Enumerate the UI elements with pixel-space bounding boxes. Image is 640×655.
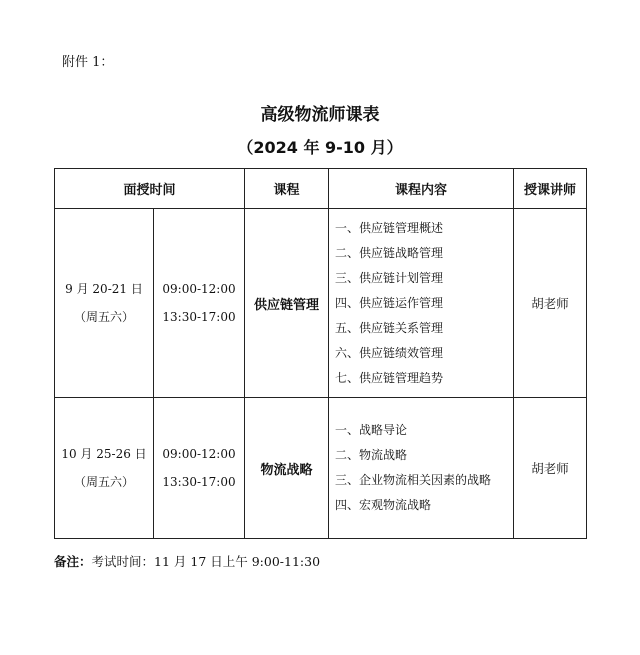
time-cell bbox=[154, 209, 245, 398]
content-item: 四、宏观物流战略 bbox=[335, 498, 432, 512]
content-item: 一、战略导论 bbox=[335, 423, 408, 437]
teacher-cell: 胡老师 bbox=[514, 398, 587, 539]
content-item: 二、物流战略 bbox=[335, 448, 408, 462]
table-header-row bbox=[55, 169, 587, 209]
date-text: 10 月 25-26 日 bbox=[61, 447, 147, 461]
content-list bbox=[335, 418, 513, 518]
time-morning: 09:00-12:00 bbox=[162, 282, 236, 296]
teacher-cell: 胡老师 bbox=[514, 209, 587, 398]
note-text: 考试时间：11 月 17 日上午 9:00-11:30 bbox=[91, 554, 321, 569]
attachment-label: 附件 1： bbox=[62, 55, 114, 70]
header-teacher: 授课讲师 bbox=[514, 169, 587, 209]
content-item: 三、企业物流相关因素的战略 bbox=[335, 473, 492, 487]
content-item: 五、供应链关系管理 bbox=[335, 320, 444, 335]
content-item: 四、供应链运作管理 bbox=[335, 295, 444, 310]
document-title: 高级物流师课表 bbox=[260, 105, 380, 125]
header-time: 面授时间 bbox=[55, 169, 245, 209]
schedule-table bbox=[54, 168, 587, 539]
time-afternoon: 13:30-17:00 bbox=[162, 475, 236, 489]
time-morning: 09:00-12:00 bbox=[162, 447, 236, 461]
date-text: 9 月 20-21 日 bbox=[65, 282, 143, 296]
content-item: 二、供应链战略管理 bbox=[335, 245, 444, 260]
content-list bbox=[335, 216, 513, 391]
weekday-text: （周五六） bbox=[73, 310, 134, 324]
header-content: 课程内容 bbox=[329, 169, 514, 209]
content-cell bbox=[329, 398, 514, 539]
time-cell bbox=[154, 398, 245, 539]
document-subtitle: （2024 年 9-10 月） bbox=[237, 138, 403, 157]
time-afternoon: 13:30-17:00 bbox=[162, 310, 236, 324]
date-cell bbox=[55, 209, 154, 398]
note-label: 备注： bbox=[54, 554, 92, 569]
table-row bbox=[55, 209, 587, 398]
header-course: 课程 bbox=[245, 169, 329, 209]
course-cell: 物流战略 bbox=[245, 398, 329, 539]
exam-note bbox=[54, 552, 320, 570]
content-item: 一、供应链管理概述 bbox=[335, 220, 444, 235]
content-item: 七、供应链管理趋势 bbox=[335, 370, 444, 385]
table-row bbox=[55, 398, 587, 539]
content-item: 六、供应链绩效管理 bbox=[335, 345, 444, 360]
weekday-text: （周五六） bbox=[73, 475, 134, 489]
content-cell bbox=[329, 209, 514, 398]
content-item: 三、供应链计划管理 bbox=[335, 270, 444, 285]
course-cell: 供应链管理 bbox=[245, 209, 329, 398]
date-cell bbox=[55, 398, 154, 539]
